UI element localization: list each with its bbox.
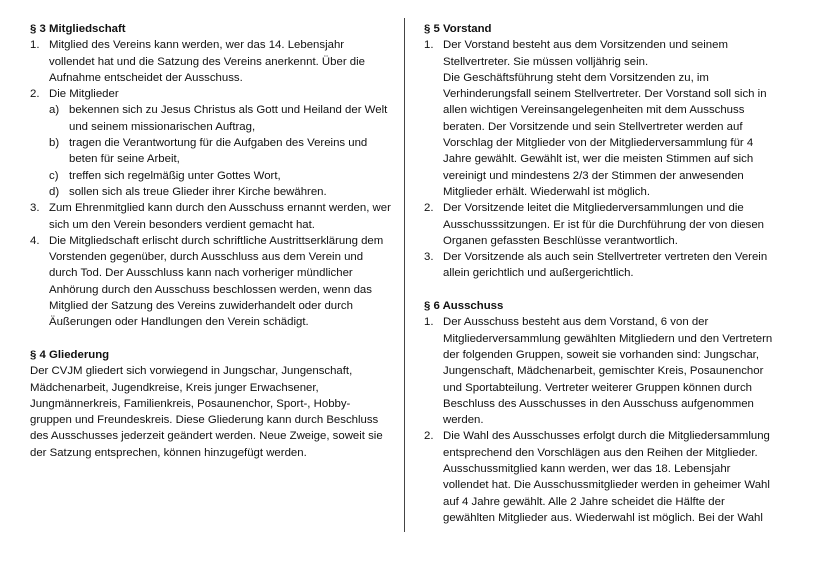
item-number: 1. — [424, 316, 434, 329]
list-item — [30, 37, 392, 86]
list-item — [30, 233, 392, 331]
item-number: 3. — [30, 202, 40, 215]
item-text: Mitglied des Vereins kann werden, wer das 14. Lebensjahr vollendet hat und die Satzung des Vereins anerkennt. Über die Aufnahme entscheidet der Ausschuss. — [49, 39, 365, 84]
paragraph-gliederung: Der CVJM gliedert sich vorwiegend in Jungschar, Jungenschaft, Mädchenarbeit, Jugendkreise, Kreis junger Erwachsener, Jungmännerkreis, Familienkreis, Posaunenchor, Sport-, Hobby-gruppen und Freundeskreis. Diese Gliederung kann durch Beschluss des Ausschusses jederzeit geändert werden. Neue Zweige, soweit sie der Satzung entsprechen, können hinzugefügt werden. — [30, 365, 383, 459]
item-number: 3. — [424, 251, 434, 264]
section-spacer — [30, 331, 392, 347]
left-column — [30, 21, 392, 461]
item-text: Der Vorsitzende als auch sein Stellvertreter vertreten den Verein allein gerichtlich und außergerichtlich. — [443, 251, 768, 280]
item-text-continued: Die Geschäftsführung steht dem Vorsitzenden zu, im Verhinderungsfall seinem Stellvertreter. Der Vorstand soll sich in allen wichtigen Vereinsangelegenheiten mit dem Ausschuss beraten. Der Vorsitzende und sein Stellvertreter werden auf Vorschlag der Mitglieder von der Mitgliederversammlung für 4 Jahre gewählt. Gewählt ist, wer die meisten Stimmen auf sich vereinigt und mindestens 2/3 der Stimmen der anwesenden Mitglieder erhält. Wiederwahl ist möglich. — [443, 71, 767, 198]
sub-item-text: sollen sich als treue Glieder ihrer Kirche bewähren. — [69, 185, 327, 198]
section-title-ausschuss: § 6 Ausschuss — [424, 300, 504, 313]
item-number: 1. — [30, 39, 40, 52]
item-number: 2. — [424, 430, 434, 443]
sub-item-text: bekennen sich zu Jesus Christus als Gott und Heiland der Welt und seinem missionarischen Auftrag, — [69, 104, 388, 133]
list-item — [424, 314, 774, 428]
sub-list-item — [30, 135, 392, 168]
list-item — [30, 200, 392, 233]
item-text: Die Wahl des Ausschusses erfolgt durch die Mitgliedersammlung entsprechend den Vorschlägen aus den Reihen der Mitglieder. Ausschussmitglied kann werden, wer das 18. Lebensjahr vollendet hat. Die Ausschussmitglieder werden in geheimer Wahl auf 4 Jahre gewählt. Alle 2 Jahre scheidet die Hälfte der gewählten Mitglieder aus. Wiederwahl ist möglich. Bei der Wahl — [443, 430, 770, 524]
item-text: Der Vorsitzende leitet die Mitgliederversammlungen und die Ausschusssitzungen. Er ist für die Durchführung der von diesen Organen gefassten Beschlüsse verantwortlich. — [443, 202, 765, 247]
item-number: 2. — [30, 88, 40, 101]
list-item — [424, 37, 774, 200]
item-text: Die Mitglieder — [49, 88, 119, 101]
section-spacer — [424, 282, 774, 298]
item-number: 2. — [424, 202, 434, 215]
list-item — [424, 249, 774, 282]
sub-item-letter: a) — [49, 104, 60, 117]
item-text: Der Vorstand besteht aus dem Vorsitzenden und seinem Stellvertreter. Sie müssen volljährig sein. — [443, 39, 728, 68]
item-text: Der Ausschuss besteht aus dem Vorstand, 6 von der Mitgliederversammlung gewählten Mitgliedern und den Vertretern der folgenden Gruppen, soweit sie vorhanden sind: Jungschar, Jungenschaft, Mädchenarbeit, gemischter Kreis, Posaunenchor und Sportabteilung. Vertreter weiterer Gruppen können durch Beschluss des Ausschusses in den Ausschuss aufgenommen werden. — [443, 316, 773, 427]
item-number: 4. — [30, 234, 40, 247]
item-number: 1. — [424, 39, 434, 52]
section-title-mitgliedschaft: § 3 Mitgliedschaft — [30, 23, 126, 35]
right-column — [424, 21, 774, 526]
sub-list-item — [30, 102, 392, 135]
sub-list-item — [30, 184, 392, 200]
item-text: Die Mitgliedschaft erlischt durch schriftliche Austrittserklärung dem Vorstenden gegenüber, durch Ausschluss aus dem Verein und durch Tod. Der Ausschluss kann nach vorheriger mündlicher Anhörung durch den Ausschuss beschlossen werden, wenn das Mitglied der Satzung des Vereins zuwiderhandelt oder durch Äußerungen oder Handlungen den Verein schädigt. — [49, 234, 384, 329]
section-title-vorstand: § 5 Vorstand — [424, 23, 492, 35]
list-item — [424, 200, 774, 249]
item-text: Zum Ehrenmitglied kann durch den Ausschuss ernannt werden, wer sich um den Verein besonders verdient gemacht hat. — [49, 202, 391, 231]
section-title-gliederung: § 4 Gliederung — [30, 348, 110, 361]
sub-item-text: tragen die Verantwortung für die Aufgaben des Vereins und beten für seine Arbeit, — [69, 137, 368, 166]
list-item — [30, 86, 392, 102]
sub-item-letter: b) — [49, 137, 60, 150]
sub-list-item — [30, 168, 392, 184]
sub-item-letter: c) — [49, 169, 59, 182]
column-divider — [404, 18, 405, 532]
sub-item-text: treffen sich regelmäßig unter Gottes Wort, — [69, 169, 281, 182]
list-item — [424, 428, 774, 526]
sub-item-letter: d) — [49, 185, 60, 198]
